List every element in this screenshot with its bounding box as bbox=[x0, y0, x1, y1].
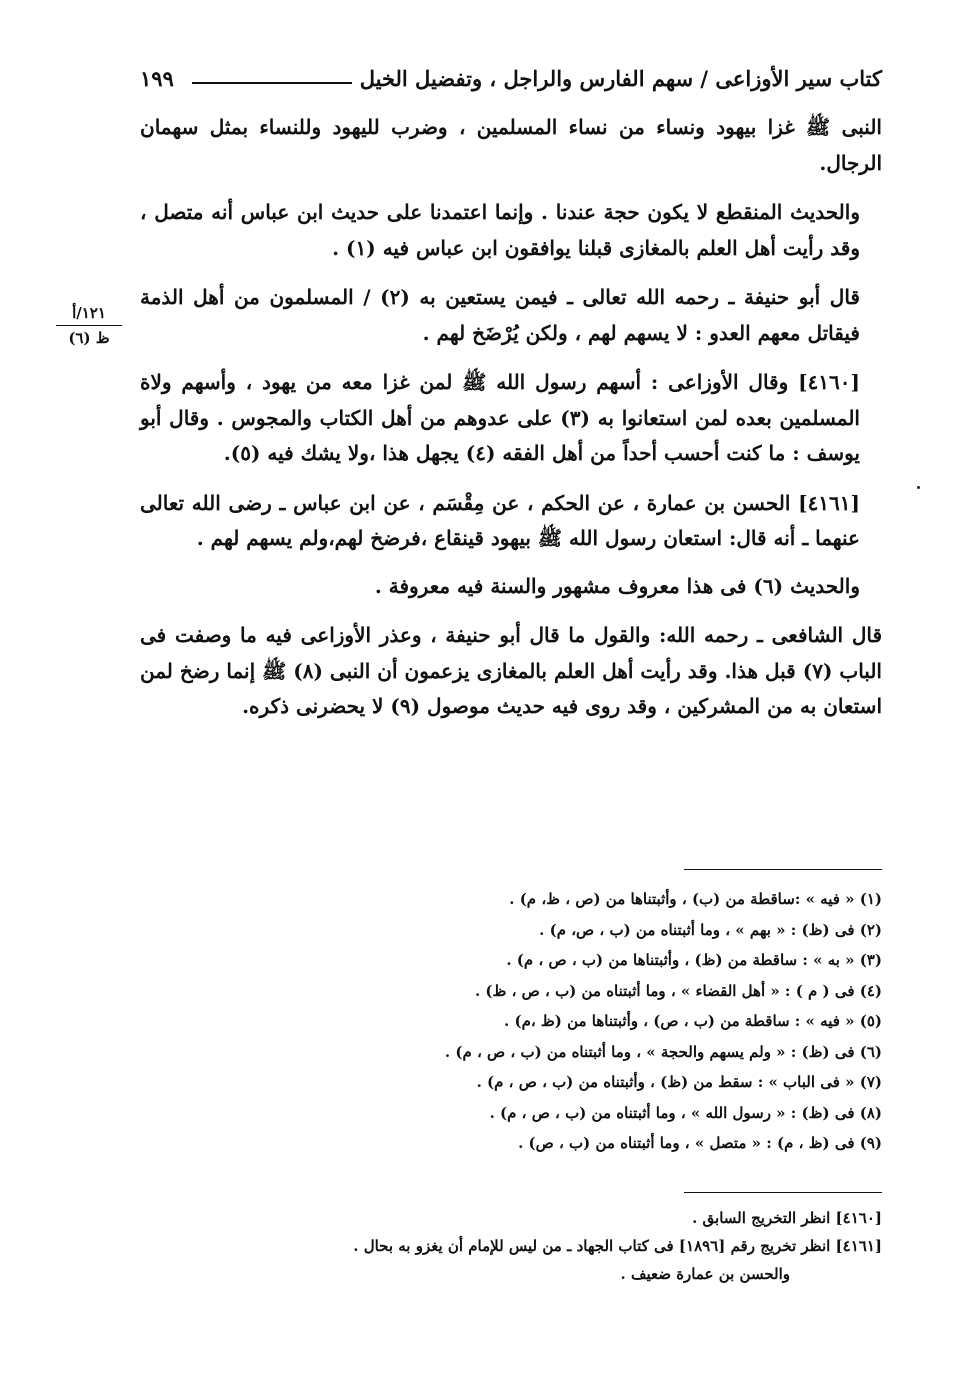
footnote: (٥) « فيه » : ساقطة من (ب ، ص) ، وأثبتناها من (ظ ،م) . bbox=[504, 1012, 882, 1030]
header-title: كتاب سير الأوزاعى / سهم الفارس والراجل ، وتفضيل الخيل bbox=[359, 66, 882, 91]
footnote: (٢) فى (ظ) : « بهم » ، وما أثبتناه من (ب ، ص، م) . bbox=[539, 920, 882, 939]
takhrij-separator bbox=[684, 1192, 882, 1193]
paragraph: قال أبو حنيفة ـ رحمه الله تعالى ـ فيمن يستعين به (٢) / المسلمون من أهل الذمة فيقاتل معهم العدو : لا يسهم لهم ، ولكن يُرْضَخ لهم . bbox=[140, 285, 860, 345]
paragraph: والحديث (٦) فى هذا معروف مشهور والسنة فيه معروفة . bbox=[374, 573, 860, 598]
paragraph: [٤١٦١] الحسن بن عمارة ، عن الحكم ، عن مِقْسَم ، عن ابن عباس ـ رضى الله تعالى عنهما ـ أنه قال: استعان رسول الله ﷺ بيهود قينقاع ،فرضخ لهم،ولم يسهم لهم . bbox=[140, 490, 860, 550]
takhrij-note: [٤١٦١] انظر تخريج رقم [١٨٩٦] فى كتاب الجهاد ـ من ليس للإمام أن يغزو به بحال . bbox=[353, 1237, 882, 1255]
footnote: (٨) فى (ظ) : « رسول الله » ، وما أثبتناه من (ب ، ص ، م) . bbox=[489, 1103, 882, 1122]
paragraph: [٤١٦٠] وقال الأوزاعى : أسهم رسول الله ﷺ لمن غزا معه من يهود ، وأسهم ولاة المسلمين بعده لمن استعانوا به (٣) على عدوهم من أهل الكتاب والمجوس . وقال أبو يوسف : ما كنت أحسب أحداً من أهل الفقه (٤) يجهل هذا ،ولا يشك فيه (٥). bbox=[140, 370, 860, 465]
footnotes-list bbox=[300, 884, 882, 1159]
main-text bbox=[140, 110, 882, 739]
footnote: (٩) فى (ظ ، م) : « متصل » ، وما أثبتناه من (ب ، ص) . bbox=[518, 1134, 882, 1152]
running-header bbox=[140, 66, 882, 100]
footnote: (١) « فيه » :ساقطة من (ب) ، وأثبتناها من (ص ، ظ، م) . bbox=[509, 890, 882, 908]
takhrij-note: والحسن بن عمارة ضعيف . bbox=[620, 1265, 790, 1283]
header-rule bbox=[192, 82, 352, 84]
folio-reference: ١٢١/أ bbox=[56, 302, 122, 326]
shafii-lead: قال الشافعى bbox=[771, 623, 883, 647]
footnote: (٣) « به » : ساقطة من (ظ) ، وأثبتناها من (ب ، ص ، م) . bbox=[506, 951, 882, 969]
page-number: ١٩٩ bbox=[140, 66, 174, 91]
footnote: (٧) « فى الباب » : سقط من (ظ) ، وأثبتناه من (ب ، ص ، م) . bbox=[476, 1073, 882, 1091]
footnote: (٤) فى ( م ) : « أهل القضاء » ، وما أثبتناه من (ب ، ص ، ظ) . bbox=[474, 981, 882, 1000]
paragraph-shafii bbox=[140, 618, 882, 725]
scan-speck bbox=[917, 486, 920, 489]
paragraph: النبى ﷺ غزا بيهود ونساء من نساء المسلمين ، وضرب لليهود وللنساء بمثل سهمان الرجال. bbox=[140, 115, 882, 175]
manuscript-folio-note bbox=[56, 302, 122, 349]
shafii-text: ـ رحمه الله: والقول ما قال أبو حنيفة ، وعذر الأوزاعى فيه ما وصفت فى الباب (٧) قبل هذا. وقد رأيت أهل العلم بالمغازى يزعمون أن النبى (٨) ﷺ إنما رضخ لمن استعان به من المشركين ، وقد روى فيه حديث موصول (٩) لا يحضرنى ذكره. bbox=[140, 623, 882, 718]
takhrij-note: [٤١٦٠] انظر التخريج السابق . bbox=[692, 1209, 882, 1227]
footnote: (٦) فى (ظ) : « ولم يسهم والحجة » ، وما أثبتناه من (ب ، ص ، م) . bbox=[444, 1042, 882, 1061]
paragraph: والحديث المنقطع لا يكون حجة عندنا . وإنما اعتمدنا على حديث ابن عباس أنه متصل ، وقد رأيت أهل العلم بالمغازى قبلنا يوافقون ابن عباس فيه (١) . bbox=[140, 200, 860, 260]
manuscript-reference: ظ (٦) bbox=[68, 329, 110, 347]
takhrij-notes bbox=[140, 1204, 882, 1288]
footnotes-separator bbox=[684, 869, 882, 870]
